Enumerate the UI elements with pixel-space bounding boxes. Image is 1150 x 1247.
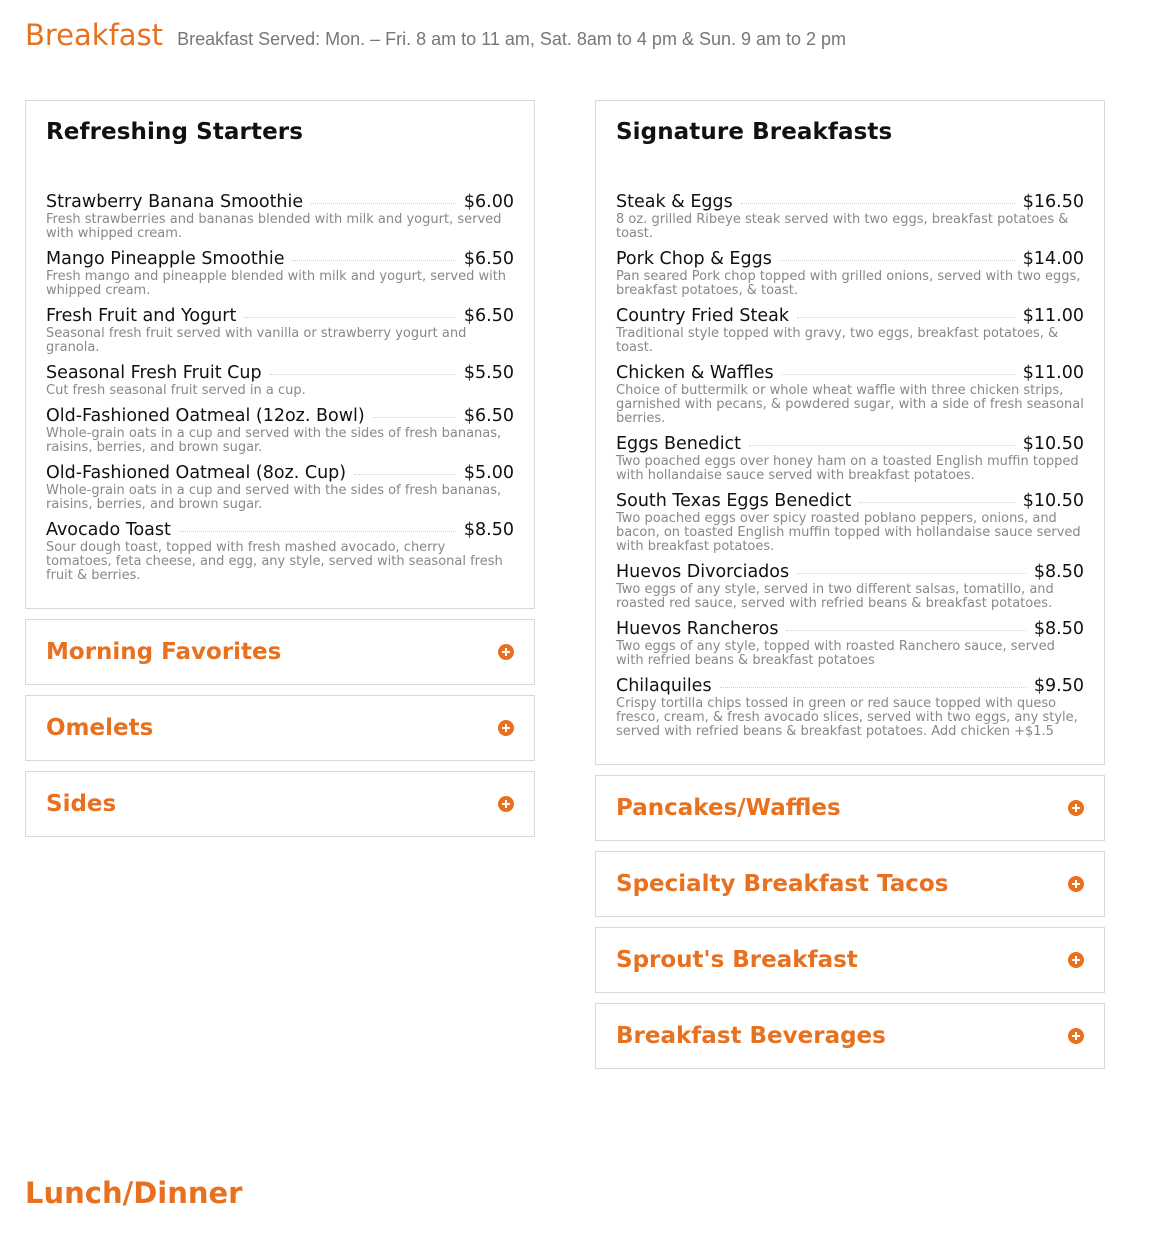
menu-item-price: $16.50 <box>1022 192 1084 212</box>
lunch-dinner-title: Lunch/Dinner <box>25 1176 243 1210</box>
menu-item-name: South Texas Eggs Benedict <box>616 491 852 511</box>
menu-item-name: Country Fried Steak <box>616 306 789 326</box>
menu-item-description: Two poached eggs over spicy roasted poblano peppers, onions, and bacon, on toasted English muffin topped with hollandaise sauce served with breakfast potatoes. <box>616 511 1081 554</box>
menu-item-name: Avocado Toast <box>46 520 171 540</box>
menu-item <box>616 363 1084 426</box>
dotted-leader <box>179 531 456 532</box>
menu-item-price: $10.50 <box>1022 491 1084 511</box>
menu-item <box>616 676 1084 739</box>
dotted-leader <box>741 203 1015 204</box>
menu-item-name: Huevos Rancheros <box>616 619 779 639</box>
specialty-breakfast-tacos-panel[interactable] <box>595 851 1105 917</box>
menu-item-price: $8.50 <box>1033 562 1084 582</box>
menu-item <box>616 562 1084 611</box>
menu-item-price: $8.50 <box>463 520 514 540</box>
menu-item <box>46 192 514 241</box>
menu-item-list <box>46 192 514 583</box>
menu-item <box>46 306 514 355</box>
menu-item-name: Pork Chop & Eggs <box>616 249 772 269</box>
menu-item-name: Chilaquiles <box>616 676 712 696</box>
menu-item-price: $14.00 <box>1022 249 1084 269</box>
menu-item-description: Two eggs of any style, topped with roasted Ranchero sauce, served with refried beans & breakfast potatoes <box>616 639 1055 668</box>
menu-item-description: Two eggs of any style, served in two different salsas, tomatillo, and roasted red sauce, served with refried beans & breakfast potatoes. <box>616 582 1054 611</box>
omelets-panel[interactable] <box>25 695 535 761</box>
menu-item-line <box>46 249 514 269</box>
dotted-leader <box>859 502 1014 503</box>
menu-item-line <box>46 520 514 540</box>
menu-item-line <box>616 363 1084 383</box>
menu-item-line <box>616 192 1084 212</box>
expand-plus-icon[interactable] <box>498 644 514 660</box>
menu-item-line <box>46 463 514 483</box>
menu-item-line <box>616 434 1084 454</box>
menu-item-name: Huevos Divorciados <box>616 562 790 582</box>
menu-item-price: $6.00 <box>463 192 514 212</box>
breakfast-header <box>25 18 846 52</box>
menu-item-price: $8.50 <box>1033 619 1084 639</box>
menu-item-description: Seasonal fresh fruit served with vanilla or strawberry yogurt and granola. <box>46 326 467 355</box>
dotted-leader <box>311 203 456 204</box>
menu-item <box>46 363 514 398</box>
panel-title: Breakfast Beverages <box>616 1023 886 1049</box>
menu-item-price: $10.50 <box>1022 434 1084 454</box>
menu-item-line <box>46 192 514 212</box>
menu-item-price: $9.50 <box>1033 676 1084 696</box>
menu-item-description: Fresh mango and pineapple blended with milk and yogurt, served with whipped cream. <box>46 269 507 298</box>
menu-item <box>46 249 514 298</box>
menu-item-price: $5.50 <box>463 363 514 383</box>
menu-item-description: Choice of buttermilk or whole wheat waffle with three chicken strips, garnished with pecans, & powdered sugar, with a side of fresh seasonal berries. <box>616 383 1084 426</box>
menu-item-description: Two poached eggs over honey ham on a toasted English muffin topped with hollandaise sauce served with breakfast potatoes. <box>616 454 1079 483</box>
dotted-leader <box>720 687 1026 688</box>
menu-item <box>616 249 1084 298</box>
pancakes-waffles-panel[interactable] <box>595 775 1105 841</box>
menu-item <box>616 619 1084 668</box>
refreshing-starters-card <box>25 100 535 609</box>
menu-item <box>616 306 1084 355</box>
dotted-leader <box>780 260 1015 261</box>
dotted-leader <box>782 374 1015 375</box>
sides-panel[interactable] <box>25 771 535 837</box>
dotted-leader <box>244 317 456 318</box>
menu-item-list <box>616 192 1084 739</box>
menu-item-description: Pan seared Pork chop topped with grilled onions, served with two eggs, breakfast potatoes, & toast. <box>616 269 1081 298</box>
dotted-leader <box>270 374 456 375</box>
menu-item-line <box>46 363 514 383</box>
right-column <box>595 100 1105 1069</box>
panel-title: Omelets <box>46 715 154 741</box>
menu-item-description: 8 oz. grilled Ribeye steak served with two eggs, breakfast potatoes & toast. <box>616 212 1069 241</box>
menu-item-line <box>616 676 1084 696</box>
menu-item-line <box>616 249 1084 269</box>
expand-plus-icon[interactable] <box>1068 1028 1084 1044</box>
card-heading: Signature Breakfasts <box>616 119 893 145</box>
page-title: Breakfast <box>25 18 164 52</box>
menu-item-description: Whole-grain oats in a cup and served with the sides of fresh bananas, raisins, berries, and brown sugar. <box>46 426 502 455</box>
panel-title: Sprout's Breakfast <box>616 947 858 973</box>
menu-item-name: Eggs Benedict <box>616 434 742 454</box>
menu-item-name: Seasonal Fresh Fruit Cup <box>46 363 262 383</box>
dotted-leader <box>354 474 456 475</box>
expand-plus-icon[interactable] <box>498 796 514 812</box>
dotted-leader <box>749 445 1015 446</box>
menu-item-name: Old-Fashioned Oatmeal (8oz. Cup) <box>46 463 347 483</box>
dotted-leader <box>797 317 1015 318</box>
menu-item-line <box>616 562 1084 582</box>
breakfast-beverages-panel[interactable] <box>595 1003 1105 1069</box>
menu-item-name: Mango Pineapple Smoothie <box>46 249 285 269</box>
dotted-leader <box>373 417 456 418</box>
expand-plus-icon[interactable] <box>498 720 514 736</box>
menu-item-name: Strawberry Banana Smoothie <box>46 192 304 212</box>
menu-item-line <box>616 306 1084 326</box>
sprouts-breakfast-panel[interactable] <box>595 927 1105 993</box>
menu-item <box>46 520 514 583</box>
menu-item <box>46 406 514 455</box>
menu-item-name: Steak & Eggs <box>616 192 733 212</box>
menu-item-price: $6.50 <box>463 406 514 426</box>
menu-item-price: $11.00 <box>1022 306 1084 326</box>
menu-item-description: Sour dough toast, topped with fresh mashed avocado, cherry tomatoes, feta cheese, and egg, any style, served with seasonal fresh fruit & berries. <box>46 540 503 583</box>
morning-favorites-panel[interactable] <box>25 619 535 685</box>
left-column <box>25 100 535 837</box>
expand-plus-icon[interactable] <box>1068 952 1084 968</box>
dotted-leader <box>797 573 1026 574</box>
menu-item-line <box>46 406 514 426</box>
breakfast-hours: Breakfast Served: Mon. – Fri. 8 am to 11 am, Sat. 8am to 4 pm & Sun. 9 am to 2 pm <box>177 29 847 49</box>
signature-breakfasts-card <box>595 100 1105 765</box>
menu-item-description: Traditional style topped with gravy, two eggs, breakfast potatoes, & toast. <box>616 326 1059 355</box>
menu-item-description: Cut fresh seasonal fruit served in a cup. <box>46 383 306 398</box>
card-heading: Refreshing Starters <box>46 119 303 145</box>
panel-title: Specialty Breakfast Tacos <box>616 871 949 897</box>
menu-item-price: $11.00 <box>1022 363 1084 383</box>
menu-item-name: Old-Fashioned Oatmeal (12oz. Bowl) <box>46 406 365 426</box>
menu-item-price: $5.00 <box>463 463 514 483</box>
menu-item-line <box>46 306 514 326</box>
menu-item-description: Crispy tortilla chips tossed in green or red sauce topped with queso fresco, cream, & fresh avocado slices, served with two eggs, any style, served with refried beans & breakfast potatoes. Add chicken +$1.5 <box>616 696 1078 739</box>
menu-item <box>616 491 1084 554</box>
expand-plus-icon[interactable] <box>1068 876 1084 892</box>
menu-item-description: Fresh strawberries and bananas blended with milk and yogurt, served with whipped cream. <box>46 212 502 241</box>
panel-title: Morning Favorites <box>46 639 282 665</box>
dotted-leader <box>786 630 1025 631</box>
menu-item <box>616 192 1084 241</box>
dotted-leader <box>292 260 455 261</box>
menu-item-price: $6.50 <box>463 249 514 269</box>
panel-title: Sides <box>46 791 117 817</box>
panel-title: Pancakes/Waffles <box>616 795 841 821</box>
menu-item-price: $6.50 <box>463 306 514 326</box>
expand-plus-icon[interactable] <box>1068 800 1084 816</box>
menu-item-name: Chicken & Waffles <box>616 363 774 383</box>
menu-item-line <box>616 491 1084 511</box>
menu-item-name: Fresh Fruit and Yogurt <box>46 306 237 326</box>
menu-item-line <box>616 619 1084 639</box>
menu-item-description: Whole-grain oats in a cup and served with the sides of fresh bananas, raisins, berries, and brown sugar. <box>46 483 502 512</box>
menu-item <box>616 434 1084 483</box>
menu-item <box>46 463 514 512</box>
